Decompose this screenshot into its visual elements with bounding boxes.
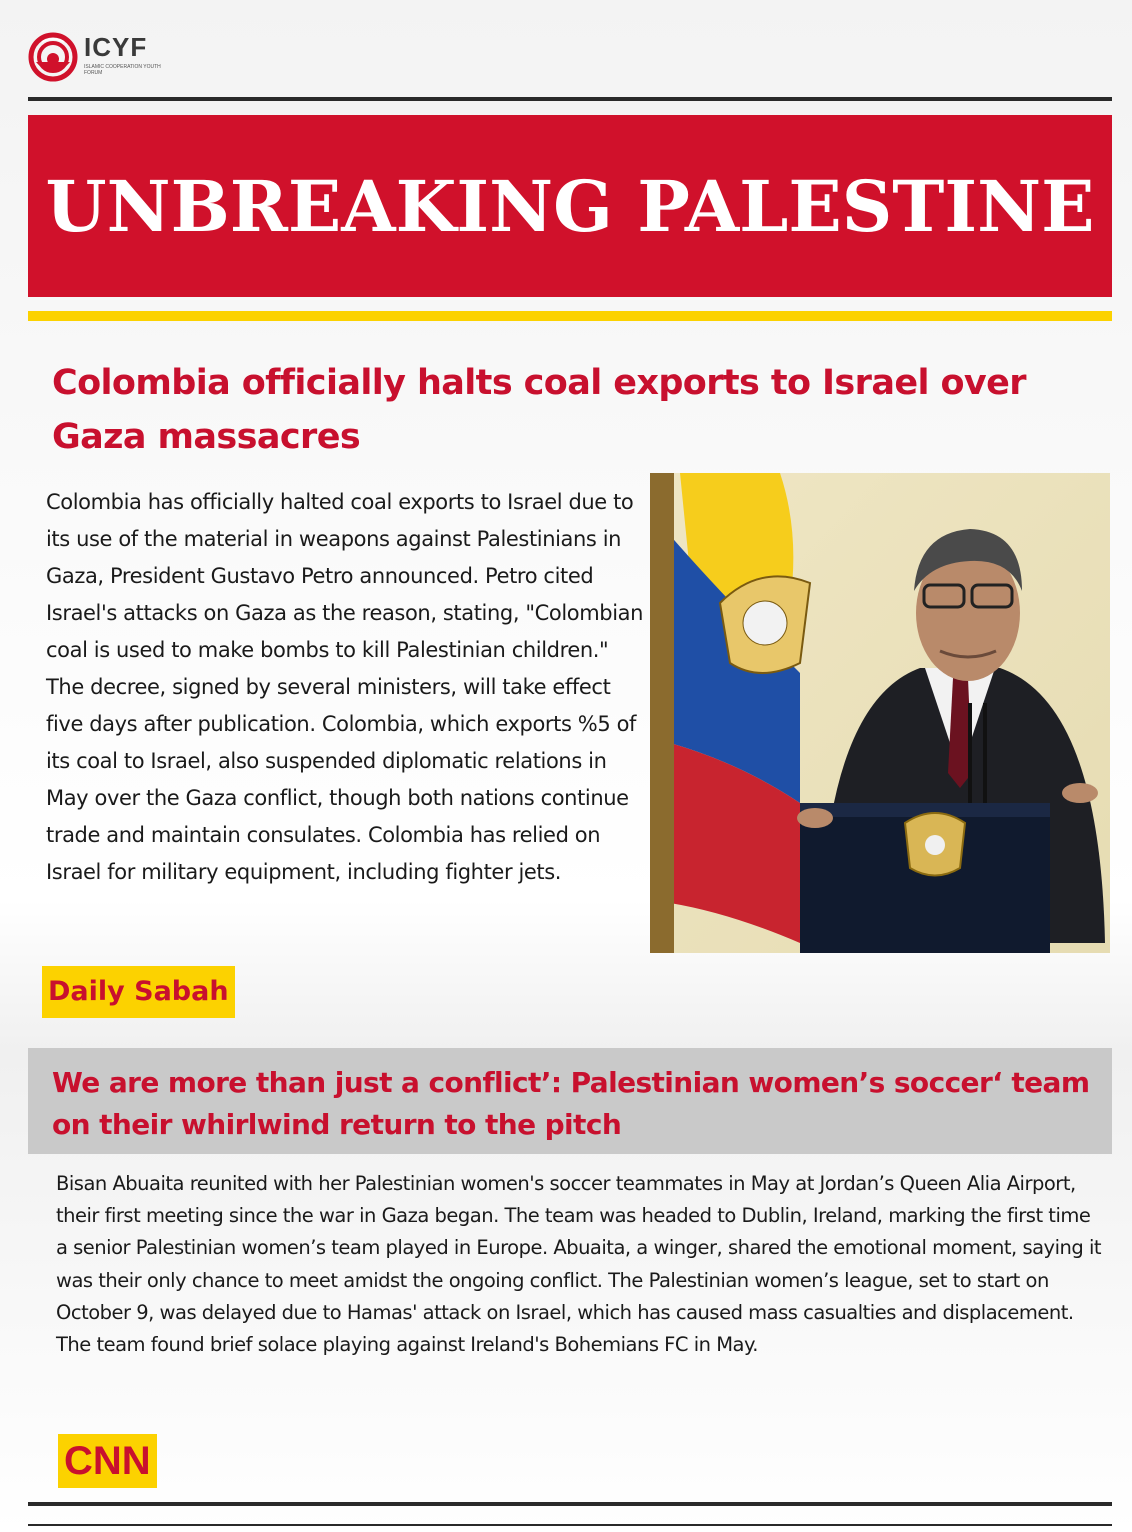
article2-headline: We are more than just a conflict’: Palestinian women’s soccer‘ team on their whirlwind return to the pitch	[52, 1066, 1090, 1141]
icyf-emblem-icon	[28, 32, 78, 82]
article2-body: Bisan Abuaita reunited with her Palestinian women's soccer teammates in May at Jordan’s Queen Alia Airport, their first meeting since the war in Gaza began. The team was headed to Dublin, Ireland, marking the first time a senior Palestinian women’s team played in Europe. Abuaita, a winger, shared the emotional moment, saying it was their only chance to meet amidst the ongoing conflict. The Palestinian women’s league, set to start on October 9, was delayed due to Hamas' attack on Israel, which has caused mass casualties and displacement. The team found brief solace playing against Ireland's Bohemians FC in May.	[56, 1172, 1102, 1357]
icyf-logo	[28, 28, 178, 86]
article1-body: Colombia has officially halted coal exports to Israel due to its use of the material in weapons against Palestinians in Gaza, President Gustavo Petro announced. Petro cited Israel's attacks on Gaza as the reason, stating, "Colombian coal is used to make bombs to kill Palestinian children." The decree, signed by several ministers, will take effect five days after publication. Colombia, which exports %5 of its coal to Israel, also suspended diplomatic relations in May over the Gaza conflict, though both nations continue trade and maintain consulates. Colombia has relied on Israel for military equipment, including fighter jets.	[46, 490, 644, 884]
logo-subtitle: ISLAMIC COOPERATION YOUTH FORUM	[84, 64, 161, 76]
article1-headline: Colombia officially halts coal exports to Israel over Gaza massacres	[52, 363, 1026, 457]
article1-photo	[650, 473, 1110, 953]
top-divider	[28, 97, 1112, 101]
masthead-banner	[28, 115, 1112, 297]
speaker-at-podium-photo-icon	[650, 473, 1110, 953]
article2-source-badge: CNN	[58, 1434, 157, 1488]
bottom-divider	[28, 1502, 1112, 1506]
yellow-divider	[28, 311, 1112, 321]
logo-wordmark: ICYF	[84, 32, 148, 62]
article1-source-badge: Daily Sabah	[42, 966, 235, 1018]
bottom-divider-thin	[28, 1524, 1112, 1526]
masthead-title: UNBREAKING PALESTINE	[45, 164, 1095, 248]
